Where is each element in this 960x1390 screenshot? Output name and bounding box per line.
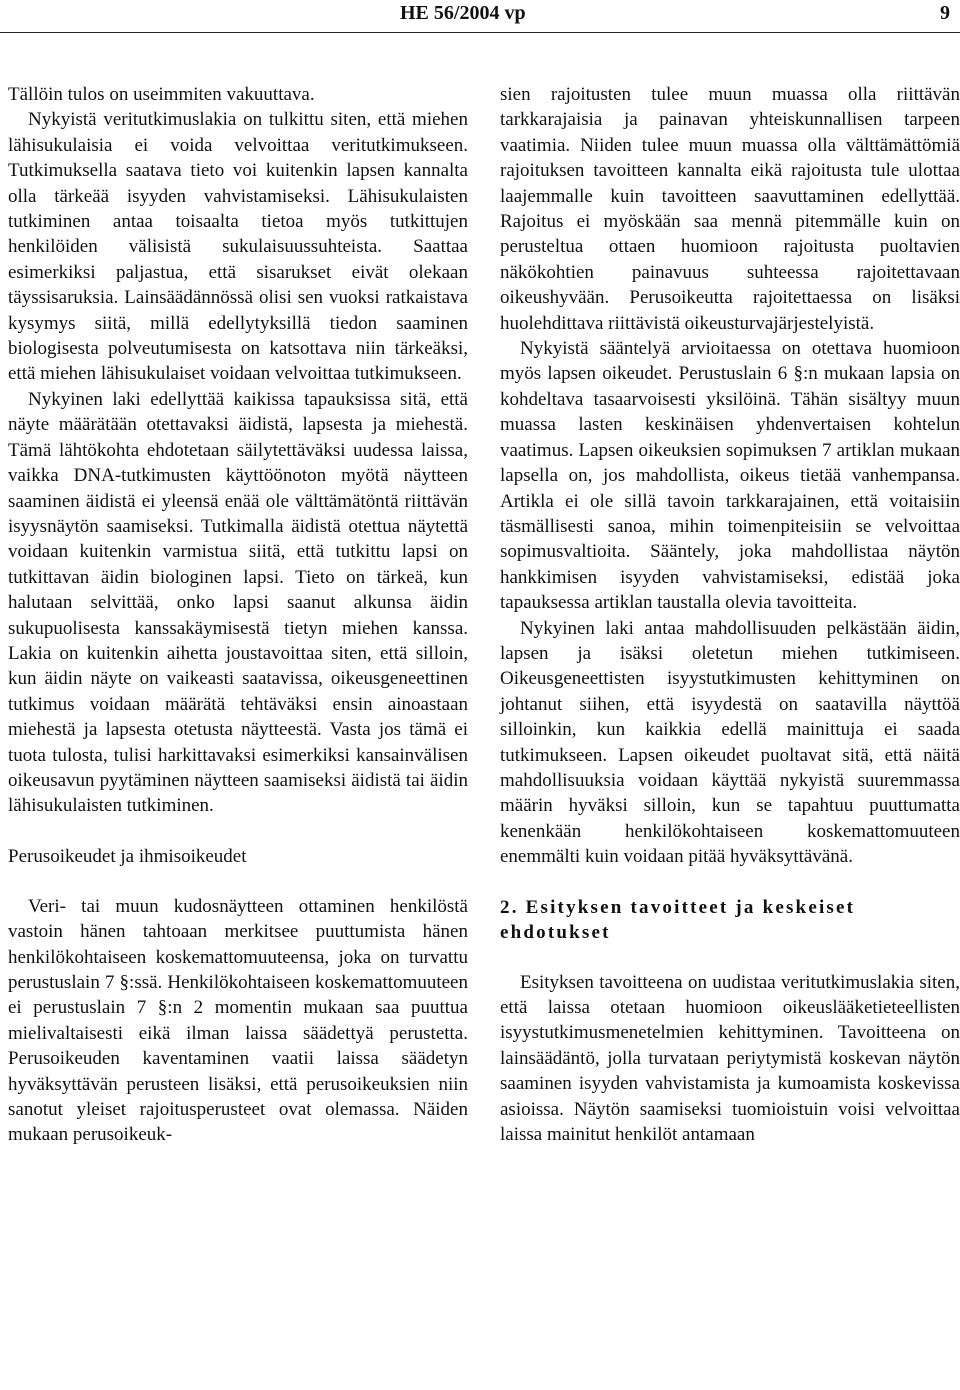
spacer bbox=[500, 870, 960, 895]
left-column bbox=[8, 82, 468, 1148]
page-header bbox=[0, 0, 960, 34]
paragraph: Nykyinen laki edellyttää kaikissa tapauksissa sitä, että näyte määrätään otettavaksi äidistä, lapsesta ja miehestä. Tämä lähtökohta ehdotetaan säilytettäväksi uudessa laissa, vaikka DNA-tutkimusten käyttöönoton myötä näytteen saaminen äidistä ei yleensä enää ole välttämätöntä riittävän isyysnäytön saamiseksi. Tutkimalla äidistä otettua näytettä voidaan kuitenkin varmistua siitä, että tutkittu lapsi on tutkittavan äidin biologinen lapsi. Tieto on tärkeä, kun halutaan selvittää, onko lapsi saanut alkunsa äidin sukupuolisesta kanssakäymisestä tietyn miehen kanssa. Lakia on kuitenkin aihetta joustavoittaa siten, että silloin, kun äidin näyte on vaikeasti saatavissa, oikeusgeneettinen tutkimus voidaan määrätä tehtäväksi ensin ainoastaan miehestä ja lapsesta otetusta näytteestä. Vasta jos tämä ei tuota tulosta, tulisi harkittavaksi esimerkiksi kansainvälisen oikeusavun pyytäminen näytteen saamiseksi äidistä tai äidin lähisukulaisten tutkiminen. bbox=[8, 388, 468, 817]
document-id: HE 56/2004 vp bbox=[400, 2, 526, 24]
page-number: 9 bbox=[940, 2, 950, 24]
subheading: Perusoikeudet ja ihmisoikeudet bbox=[8, 845, 247, 867]
spacer bbox=[8, 869, 468, 894]
paragraph: Tällöin tulos on useimmiten vakuuttava. bbox=[8, 84, 315, 105]
paragraph: Esityksen tavoitteena on uudistaa veritutkimuslakia siten, että laissa otetaan huomioon oikeuslääketieteellisten isyystutkimusmenetelmien kehittyminen. Tavoitteena on lainsäädäntö, jolla turvataan periytymistä koskevan näytön saaminen isyyden vahvistamista ja kumoamista koskevissa asioissa. Näytön saamiseksi tuomioistuin voisi velvoittaa laissa mainitut henkilöt antamaan bbox=[500, 971, 960, 1146]
section-heading: 2. Esityksen tavoitteet ja keskeiset ehdotukset bbox=[500, 896, 856, 943]
paragraph: Nykyinen laki antaa mahdollisuuden pelkästään äidin, lapsen ja isäksi oletetun miehen tutkimiseen. Oikeusgeneettisten isyystutkimusten kehittyminen on johtanut siihen, että isyydestä on saatavilla näyttöä silloinkin, kun kaikkia edellä mainittuja ei saada tutkimukseen. Lapsen oikeudet puoltavat sitä, että näitä mahdollisuuksia voidaan käyttää nykyistä suuremmassa määrin hyväksi silloin, kun se tapahtuu puuttumatta kenenkään henkilökohtaiseen koskemattomuuteen enemmälti kuin voidaan pitää hyväksyttävänä. bbox=[500, 617, 960, 868]
paragraph: Nykyistä veritutkimuslakia on tulkittu siten, että miehen lähisukulaisia ei voida velvoittaa veritutkimukseen. Tutkimuksella saatava tieto voi kuitenkin lapsen kannalta olla tärkeää isyyden vahvistamiseksi. Lähisukulaisten tutkiminen antaa toisaalta tietoa myös tutkittujen henkilöiden välisistä sukulaisuussuhteista. Saattaa esimerkiksi paljastua, että sisarukset eivät olekaan täyssisaruksia. Lainsäädännössä olisi sen vuoksi ratkaistava kysymys siitä, millä edellytyksillä tiedon saaminen biologisesta polveutumisesta on katsottava niin tärkeäksi, että miehen lähisukulaiset voidaan velvoittaa tutkimukseen. bbox=[8, 109, 468, 385]
header-divider bbox=[0, 32, 960, 33]
paragraph: sien rajoitusten tulee muun muassa olla riittävän tarkkarajaisia ja painavan yhteiskunnallisen tarpeen vaatimia. Niiden tulee muun muassa olla välttämättömiä rajoituksen tavoitteen kannalta eikä rajoitusta tule ulottaa laajemmalle kuin tavoitteen saavuttaminen edellyttää. Rajoitus ei myöskään saa mennä pitemmälle kuin on perusteltua ottaen huomioon rajoitusta puoltavien näkökohtien painavuus suhteessa rajoitettavaan oikeushyvään. Perusoikeutta rajoitettaessa on lisäksi huolehdittava riittävistä oikeusturvajärjestelyistä. bbox=[500, 84, 960, 334]
paragraph: Nykyistä sääntelyä arvioitaessa on otettava huomioon myös lapsen oikeudet. Perustuslain 6 §:n mukaan lapsia on kohdeltava tasaarvoisesti yksilöinä. Tähän sisältyy muun muassa lasten keskinäisen yhdenvertaisen kohtelun vaatimus. Lapsen oikeuksien sopimuksen 7 artiklan mukaan lapsella on, jos mahdollista, oikeus tietää vanhempansa. Artikla ei ole sillä tavoin tarkkarajainen, että voitaisiin täsmällisesti sanoa, mihin toimenpiteisiin se velvoittaa sopimusvaltioita. Sääntely, joka mahdollistaa näytön hankkimisen isyyden vahvistamiseksi, edistää joka tapauksessa artiklan taustalla olevia tavoitteita. bbox=[500, 338, 960, 614]
paragraph: Veri- tai muun kudosnäytteen ottaminen henkilöstä vastoin hänen tahtoaan merkitsee puuttumista hänen henkilökohtaiseen koskemattomuuteensa, joka on turvattu perustuslain 7 §:ssä. Henkilökohtaiseen koskemattomuuteen ei perustuslain 7 §:n 2 momentin mukaan saa puuttua mielivaltaisesti eikä ilman laissa säädettyä perustetta. Perusoikeuden kaventaminen vaatii laissa säädetyn hyväksyttävän perusteen lisäksi, että perusoikeuksien niin sanotut yleiset rajoitusperusteet ovat olemassa. Näiden mukaan perusoikeuk- bbox=[8, 895, 468, 1146]
spacer bbox=[8, 819, 468, 844]
right-column bbox=[500, 82, 960, 1147]
spacer bbox=[500, 945, 960, 970]
